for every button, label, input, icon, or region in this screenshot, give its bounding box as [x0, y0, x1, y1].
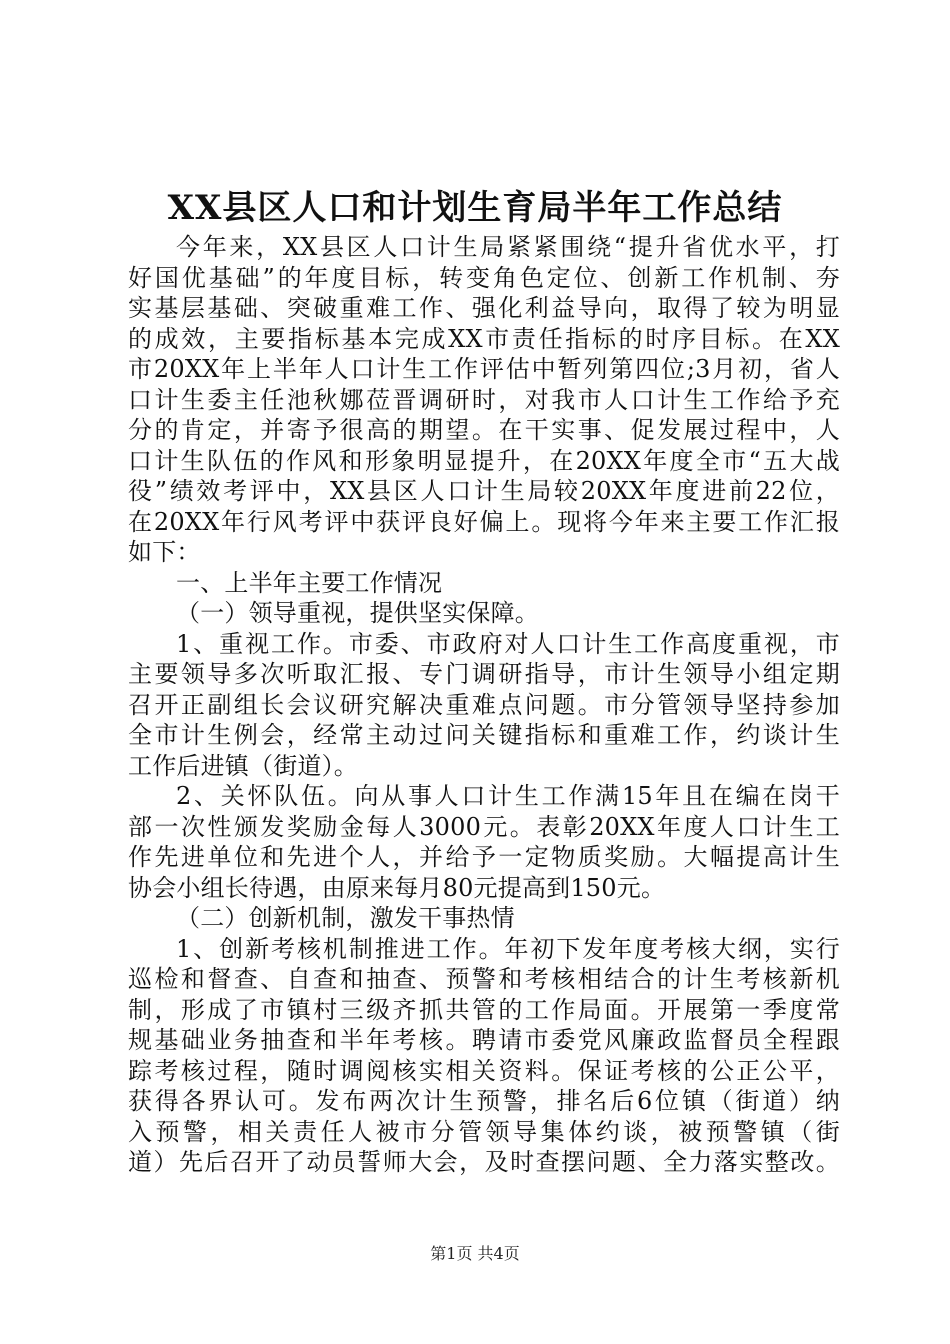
text-line: 好国优基础”的年度目标，转变角色定位、创新工作机制、夯	[128, 263, 840, 292]
page-footer: 第1页 共4页	[430, 1244, 520, 1263]
text-line: 部一次性颁发奖励金每人3000元。表彰20XX年度人口计生工	[128, 812, 840, 841]
text-line: 口计生委主任池秋娜莅晋调研时，对我市人口计生工作给予充	[128, 385, 840, 414]
text-line: 1、创新考核机制推进工作。年初下发年度考核大纲，实行	[176, 934, 840, 963]
text-line: 作先进单位和先进个人，并给予一定物质奖励。大幅提高计生	[128, 843, 840, 871]
section-heading: 一、上半年主要工作情况	[176, 568, 443, 597]
text-line: 获得各界认可。发布两次计生预警，排名后6位镇（街道）纳	[128, 1087, 840, 1115]
text-line: 的成效，主要指标基本完成XX市责任指标的时序目标。在XX	[128, 324, 840, 353]
text-line: 1、重视工作。市委、市政府对人口计生工作高度重视，市	[176, 629, 840, 658]
document-body	[128, 232, 840, 1178]
text-line: 口计生队伍的作风和形象明显提升，在20XX年度全市“五大战	[128, 446, 840, 475]
text-line: 在20XX年行风考评中获评良好偏上。现将今年来主要工作汇报	[128, 507, 840, 536]
text-line: 2、关怀队伍。向从事人口计生工作满15年且在编在岗干	[176, 782, 840, 810]
text-line: 实基层基础、突破重难工作、强化利益导向，取得了较为明显	[128, 294, 840, 322]
text-line: 市20XX年上半年人口计生工作评估中暂列第四位;3月初，省人	[128, 355, 840, 383]
text-line: 规基础业务抽查和半年考核。聘请市委党风廉政监督员全程跟	[128, 1026, 840, 1054]
subsection-heading: （二）创新机制，激发干事热情	[176, 904, 515, 932]
text-line: 如下：	[128, 538, 201, 566]
text-line: 踪考核过程，随时调阅核实相关资料。保证考核的公正公平，	[128, 1056, 840, 1085]
text-line: 协会小组长待遇，由原来每月80元提高到150元。	[128, 873, 666, 902]
document-title: XX县区人口和计划生育局半年工作总结	[167, 188, 783, 228]
text-line: 工作后进镇（街道）。	[128, 751, 358, 780]
text-line: 今年来，XX县区人口计生局紧紧围绕“提升省优水平，打	[176, 233, 840, 261]
text-line: 分的肯定，并寄予很高的期望。在干实事、促发展过程中，人	[128, 416, 840, 444]
text-line: 巡检和督查、自查和抽查、预警和考核相结合的计生考核新机	[128, 965, 840, 993]
text-line: 召开正副组长会议研究解决重难点问题。市分管领导坚持参加	[128, 690, 840, 719]
text-line: 入预警，相关责任人被市分管领导集体约谈，被预警镇（街	[128, 1117, 840, 1146]
text-line: 役”绩效考评中，XX县区人口计生局较20XX年度进前22位，	[128, 477, 840, 505]
subsection-heading: （一）领导重视，提供坚实保障。	[176, 599, 539, 627]
text-line: 道）先后召开了动员誓师大会，及时查摆问题、全力落实整改。	[128, 1148, 840, 1176]
text-line: 制，形成了市镇村三级齐抓共管的工作局面。开展第一季度常	[128, 995, 840, 1024]
text-line: 全市计生例会，经常主动过问关键指标和重难工作，约谈计生	[128, 721, 840, 749]
text-line: 主要领导多次听取汇报、专门调研指导，市计生领导小组定期	[128, 660, 840, 688]
